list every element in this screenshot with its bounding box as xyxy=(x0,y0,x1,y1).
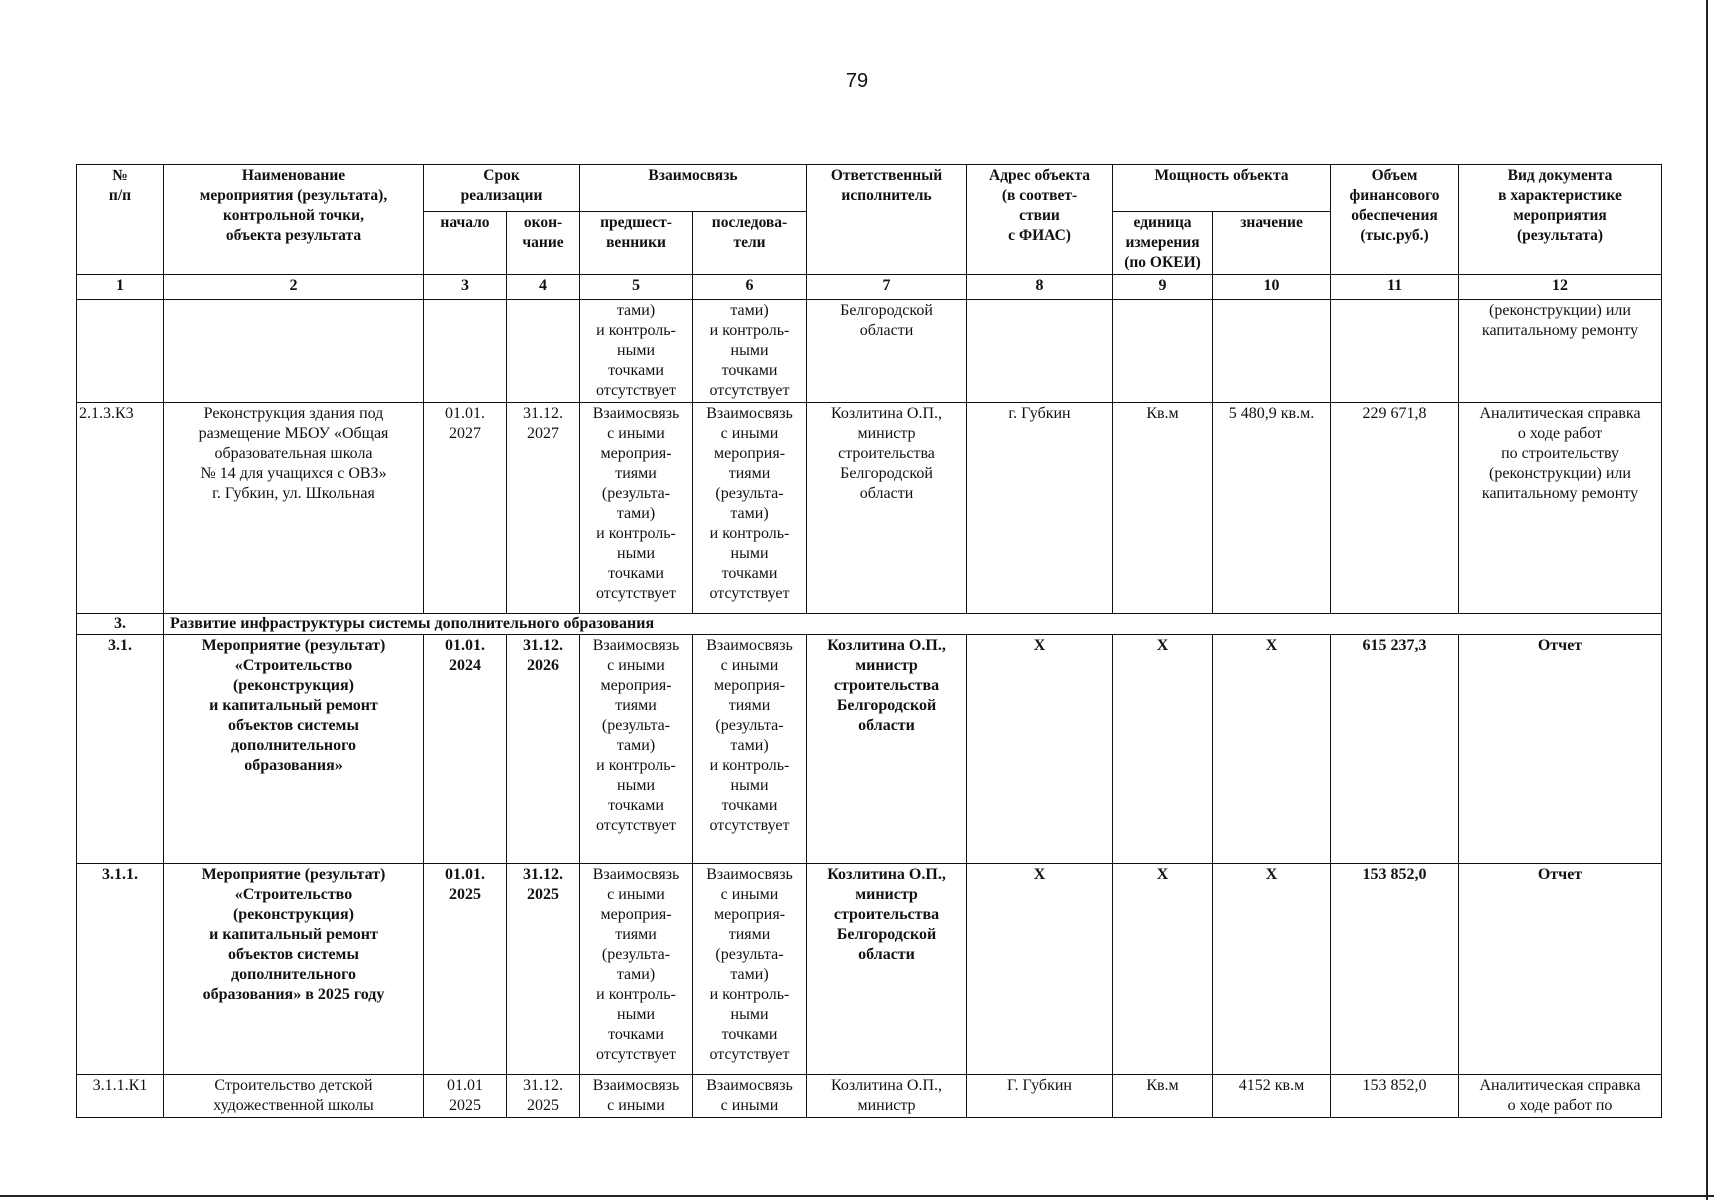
cell-value: X xyxy=(1213,864,1331,1075)
cell-end: 31.12. 2025 xyxy=(507,1075,580,1118)
cell-end xyxy=(507,300,580,403)
header-term: Срок реализации xyxy=(424,165,580,212)
cell-doc: Отчет xyxy=(1459,635,1662,864)
cell-doc: (реконструкции) или капитальному ремонту xyxy=(1459,300,1662,403)
cell-unit: X xyxy=(1113,635,1213,864)
header-responsible: Ответственный исполнитель xyxy=(807,165,967,275)
header-link-prev: предшест- венники xyxy=(580,212,693,275)
cell-address: г. Губкин xyxy=(967,403,1113,614)
header-capacity-unit: единица измерения (по ОКЕИ) xyxy=(1113,212,1213,275)
cell-finance: 229 671,8 xyxy=(1331,403,1459,614)
cell-prev: Взаимосвязь с иными мероприя- тиями (результа- тами) и контроль- ными точками отсутствует xyxy=(580,635,693,864)
cell-start: 01.01. 2024 xyxy=(424,635,507,864)
section-title: Развитие инфраструктуры системы дополнительного образования xyxy=(164,614,1662,635)
column-number-row xyxy=(77,275,1662,300)
cell-num: 2.1.3.К3 xyxy=(77,403,164,614)
scan-border-bottom xyxy=(0,1195,1714,1197)
table-row xyxy=(77,864,1662,1075)
cell-name: Строительство детской художественной школы xyxy=(164,1075,424,1118)
cell-address: X xyxy=(967,635,1113,864)
cell-next: Взаимосвязь с иными мероприя- тиями (результа- тами) и контроль- ными точками отсутствует xyxy=(693,635,807,864)
cell-address xyxy=(967,300,1113,403)
column-number: 1 xyxy=(77,275,164,300)
cell-name: Мероприятие (результат) «Строительство (реконструкция) и капитальный ремонт объектов системы дополнительного образования» xyxy=(164,635,424,864)
header-num: № п/п xyxy=(77,165,164,275)
header-row-1 xyxy=(77,165,1662,212)
section-row xyxy=(77,614,1662,635)
table-row xyxy=(77,403,1662,614)
cell-prev: Взаимосвязь с иными мероприя- тиями (результа- тами) и контроль- ными точками отсутствует xyxy=(580,403,693,614)
column-number: 10 xyxy=(1213,275,1331,300)
cell-next: Взаимосвязь с иными мероприя- тиями (результа- тами) и контроль- ными точками отсутствует xyxy=(693,864,807,1075)
cell-doc: Аналитическая справка о ходе работ по строительству (реконструкции) или капитальному ремонту xyxy=(1459,403,1662,614)
cell-start: 01.01. 2025 xyxy=(424,864,507,1075)
cell-start xyxy=(424,300,507,403)
cell-next: Взаимосвязь с иными xyxy=(693,1075,807,1118)
header-capacity-value: значение xyxy=(1213,212,1331,275)
cell-unit: Кв.м xyxy=(1113,403,1213,614)
cell-num: 3.1.1. xyxy=(77,864,164,1075)
header-name: Наименование мероприятия (результата), контрольной точки, объекта результата xyxy=(164,165,424,275)
cell-responsible: Козлитина О.П., министр строительства Белгородской области xyxy=(807,403,967,614)
cell-unit xyxy=(1113,300,1213,403)
header-term-start: начало xyxy=(424,212,507,275)
cell-name: Мероприятие (результат) «Строительство (реконструкция) и капитальный ремонт объектов системы дополнительного образования» в 2025 году xyxy=(164,864,424,1075)
cell-num xyxy=(77,300,164,403)
cell-address: X xyxy=(967,864,1113,1075)
cell-prev: тами) и контроль- ными точками отсутствует xyxy=(580,300,693,403)
table-row xyxy=(77,635,1662,864)
header-capacity: Мощность объекта xyxy=(1113,165,1331,212)
cell-responsible: Козлитина О.П., министр строительства Белгородской области xyxy=(807,864,967,1075)
header-term-end: окон- чание xyxy=(507,212,580,275)
cell-start: 01.01 2025 xyxy=(424,1075,507,1118)
cell-prev: Взаимосвязь с иными xyxy=(580,1075,693,1118)
header-address: Адрес объекта (в соответ- ствии с ФИАС) xyxy=(967,165,1113,275)
table-row xyxy=(77,1075,1662,1118)
cell-unit: X xyxy=(1113,864,1213,1075)
header-doc-type: Вид документа в характеристике мероприятия (результата) xyxy=(1459,165,1662,275)
column-number: 12 xyxy=(1459,275,1662,300)
cell-value xyxy=(1213,300,1331,403)
page-number: 79 xyxy=(845,70,869,92)
column-number: 2 xyxy=(164,275,424,300)
cell-name xyxy=(164,300,424,403)
cell-finance: 615 237,3 xyxy=(1331,635,1459,864)
cell-address: Г. Губкин xyxy=(967,1075,1113,1118)
cell-end: 31.12. 2025 xyxy=(507,864,580,1075)
cell-responsible: Козлитина О.П., министр xyxy=(807,1075,967,1118)
cell-value: X xyxy=(1213,635,1331,864)
activities-table xyxy=(76,164,1662,1118)
column-number: 5 xyxy=(580,275,693,300)
column-number: 9 xyxy=(1113,275,1213,300)
cell-responsible: Козлитина О.П., министр строительства Белгородской области xyxy=(807,635,967,864)
cell-finance: 153 852,0 xyxy=(1331,1075,1459,1118)
header-link: Взаимосвязь xyxy=(580,165,807,212)
cell-responsible: Белгородской области xyxy=(807,300,967,403)
cell-name: Реконструкция здания под размещение МБОУ «Общая образовательная школа № 14 для учащихся с ОВЗ» г. Губкин, ул. Школьная xyxy=(164,403,424,614)
column-number: 7 xyxy=(807,275,967,300)
cell-end: 31.12. 2027 xyxy=(507,403,580,614)
cell-finance: 153 852,0 xyxy=(1331,864,1459,1075)
column-number: 11 xyxy=(1331,275,1459,300)
cell-end: 31.12. 2026 xyxy=(507,635,580,864)
cell-next: Взаимосвязь с иными мероприя- тиями (результа- тами) и контроль- ными точками отсутствует xyxy=(693,403,807,614)
cell-doc: Отчет xyxy=(1459,864,1662,1075)
column-number: 3 xyxy=(424,275,507,300)
table-row xyxy=(77,300,1662,403)
scan-border-right xyxy=(1706,0,1708,1200)
cell-num: 3.1.1.К1 xyxy=(77,1075,164,1118)
header-link-next: последова- тели xyxy=(693,212,807,275)
cell-prev: Взаимосвязь с иными мероприя- тиями (результа- тами) и контроль- ными точками отсутствует xyxy=(580,864,693,1075)
column-number: 8 xyxy=(967,275,1113,300)
cell-num: 3.1. xyxy=(77,635,164,864)
cell-next: тами) и контроль- ными точками отсутствует xyxy=(693,300,807,403)
cell-value: 4152 кв.м xyxy=(1213,1075,1331,1118)
header-finance: Объем финансового обеспечения (тыс.руб.) xyxy=(1331,165,1459,275)
cell-value: 5 480,9 кв.м. xyxy=(1213,403,1331,614)
cell-unit: Кв.м xyxy=(1113,1075,1213,1118)
column-number: 4 xyxy=(507,275,580,300)
cell-doc: Аналитическая справка о ходе работ по xyxy=(1459,1075,1662,1118)
cell-finance xyxy=(1331,300,1459,403)
section-num: 3. xyxy=(77,614,164,635)
cell-start: 01.01. 2027 xyxy=(424,403,507,614)
column-number: 6 xyxy=(693,275,807,300)
